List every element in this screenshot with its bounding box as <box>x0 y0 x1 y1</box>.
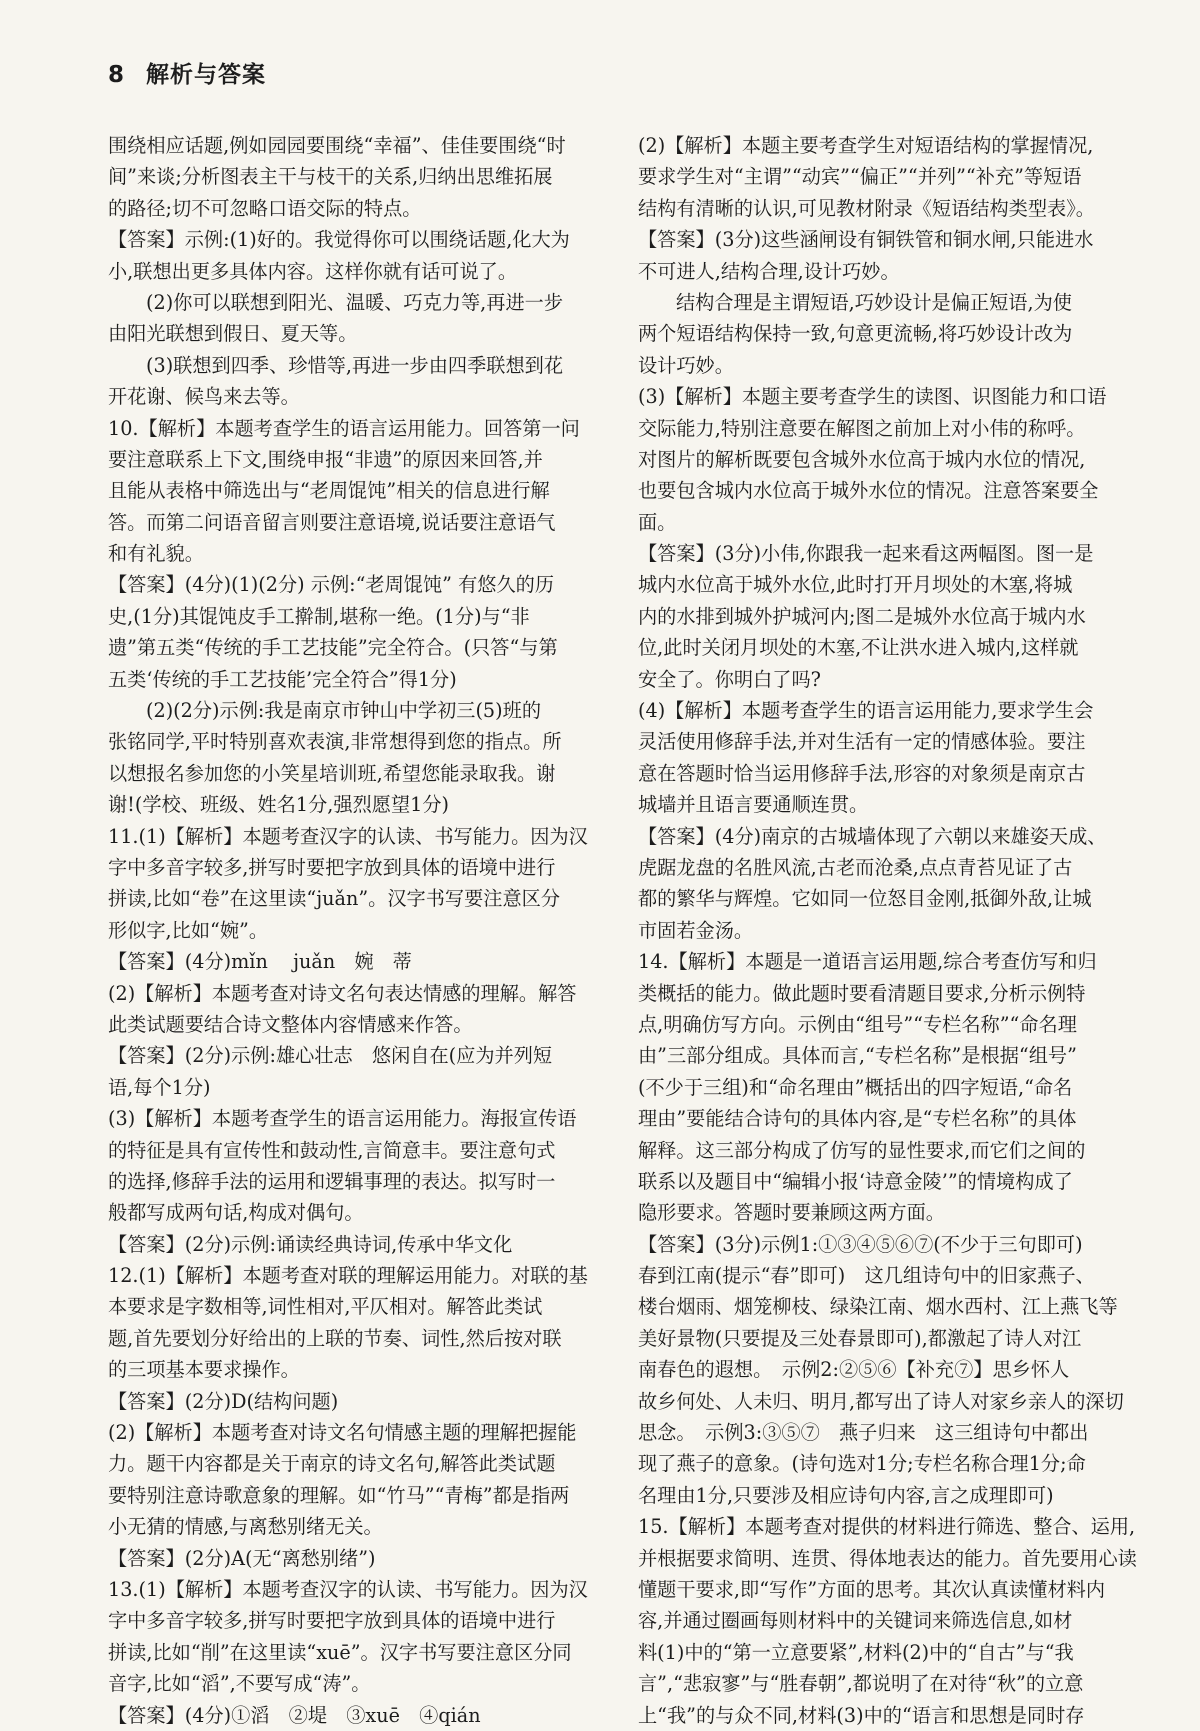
left-column-text-line: 要注意联系上下文,围绕申报“非遗”的原因来回答,并 <box>108 447 543 471</box>
right-column-text-line: 美好景物(只要提及三处春景即可),都激起了诗人对江 <box>638 1326 1082 1350</box>
right-column-text-line: 灵活使用修辞手法,并对生活有一定的情感体验。要注 <box>638 730 1086 754</box>
left-column-text-line: (2)(2分)示例:我是南京市钟山中学初三(5)班的 <box>146 699 542 723</box>
right-column-text-line: 结构合理是主谓短语,巧妙设计是偏正短语,为使 <box>676 290 1072 314</box>
left-column <box>108 130 613 1731</box>
right-column-text-line: 思念。 示例3:③⑤⑦ 燕子归来 这三组诗句中都出 <box>638 1421 1089 1445</box>
left-column-text-line: (2)你可以联想到阳光、温暖、巧克力等,再进一步 <box>146 290 564 314</box>
left-column-text-line: 语,每个1分) <box>108 1075 211 1099</box>
right-column-text-line: 城墙并且语言要通顺连贯。 <box>638 793 869 817</box>
left-column-text-line: 【答案】(4分)(1)(2分) 示例:“老周馄饨” 有悠久的历 <box>108 573 555 597</box>
right-column-text-line: 意在答题时恰当运用修辞手法,形容的对象须是南京古 <box>638 761 1086 785</box>
left-column-text-line: 间”来谈;分析图表主干与枝干的关系,归纳出思维拓展 <box>108 165 553 189</box>
left-column-text-line: 【答案】示例:(1)好的。我觉得你可以围绕话题,化大为 <box>108 228 570 252</box>
left-column-text-line: (2)【解析】本题考查对诗文名句情感主题的理解把握能 <box>108 1421 577 1445</box>
page-number: 8 <box>108 62 126 88</box>
left-column-text-line: 12.(1)【解析】本题考查对联的理解运用能力。对联的基 <box>108 1264 588 1288</box>
right-column-text-line: 要求学生对“主谓”“动宾”“偏正”“并列”“补充”等短语 <box>638 165 1082 189</box>
left-column-text-line: 由阳光联想到假日、夏天等。 <box>108 322 358 346</box>
right-column-text-line: 安全了。你明白了吗? <box>638 667 821 691</box>
right-column-text-line: (4)【解析】本题考查学生的语言运用能力,要求学生会 <box>638 699 1094 723</box>
left-column-text-line: 的选择,修辞手法的运用和逻辑事理的表达。拟写时一 <box>108 1169 556 1193</box>
left-column-text-line: 史,(1分)其馄饨皮手工擀制,堪称一绝。(1分)与“非 <box>108 604 530 628</box>
right-column-text-line: 15.【解析】本题考查对提供的材料进行筛选、整合、运用, <box>638 1515 1136 1539</box>
left-column-text-line: 【答案】(2分)A(无“离愁别绪”) <box>108 1546 376 1570</box>
left-column-text-line: (2)【解析】本题考查对诗文名句表达情感的理解。解答 <box>108 981 577 1005</box>
left-column-text-line: 以想报名参加您的小笑星培训班,希望您能录取我。谢 <box>108 761 556 785</box>
left-column-text-line: 开花谢、候鸟来去等。 <box>108 385 300 409</box>
left-column-text-line: 本要求是字数相等,词性相对,平仄相对。解答此类试 <box>108 1295 543 1319</box>
right-column-text-line: 故乡何处、人未归、明月,都写出了诗人对家乡亲人的深切 <box>638 1389 1124 1413</box>
right-column-text-line: 南春色的遐想。 示例2:②⑤⑥【补充⑦】思乡怀人 <box>638 1358 1070 1382</box>
right-column-text-line: 城内水位高于城外水位,此时打开月坝处的木塞,将城 <box>638 573 1073 597</box>
right-column-text-line: 都的繁华与辉煌。它如同一位怒目金刚,抵御外敌,让城 <box>638 887 1092 911</box>
right-column-text-line: (2)【解析】本题主要考查学生对短语结构的掌握情况, <box>638 134 1094 157</box>
right-column-text-line: 现了燕子的意象。(诗句选对1分;专栏名称合理1分;命 <box>638 1452 1086 1476</box>
left-column-text-line: 题,首先要划分好给出的上联的节奏、词性,然后按对联 <box>108 1326 562 1350</box>
left-column-text-line: 【答案】(2分)示例:雄心壮志 悠闲自在(应为并列短 <box>108 1044 553 1068</box>
right-column-text-line: 【答案】(4分)南京的古城墙体现了六朝以来雄姿天成、 <box>638 824 1107 848</box>
right-column-text-line: 面。 <box>638 510 677 534</box>
left-column-text-line: 谢!(学校、班级、姓名1分,强烈愿望1分) <box>108 793 450 817</box>
left-column-text-line: 小,联想出更多具体内容。这样你就有话可说了。 <box>108 259 518 283</box>
left-column-text-line: 【答案】(2分)D(结构问题) <box>108 1389 339 1413</box>
right-column-text-line: 上“我”的与众不同,材料(3)中的“语言和思想是同时存 <box>638 1703 1085 1727</box>
right-column-text-line: 不可进人,结构合理,设计巧妙。 <box>638 259 900 283</box>
left-column-text-line: 【答案】(4分)①滔 ②堤 ③xuē ④qián <box>108 1703 481 1727</box>
left-column-text-line: (3)【解析】本题考查学生的语言运用能力。海报宣传语 <box>108 1107 577 1131</box>
left-column-text-line: 遗”第五类“传统的手工艺技能”完全符合。(只答“与第 <box>108 636 558 660</box>
page-header <box>108 56 266 89</box>
right-column-text-line: 位,此时关闭月坝处的木塞,不让洪水进入城内,这样就 <box>638 636 1079 660</box>
right-column-text-line: (3)【解析】本题主要考查学生的读图、识图能力和口语 <box>638 385 1107 409</box>
right-column-text-line: 交际能力,特别注意要在解图之前加上对小伟的称呼。 <box>638 416 1086 440</box>
left-column-text-line: 力。题干内容都是关于南京的诗文名句,解答此类试题 <box>108 1452 556 1476</box>
right-column-text-line: (不少于三组)和“命名理由”概括出的四字短语,“命名 <box>638 1075 1073 1099</box>
left-column-text-line: 且能从表格中筛选出与“老周馄饨”相关的信息进行解 <box>108 479 550 503</box>
left-column-text-line: 围绕相应话题,例如园园要围绕“幸福”、佳佳要围绕“时 <box>108 134 566 157</box>
left-column-text-line: 此类试题要结合诗文整体内容情感来作答。 <box>108 1012 473 1036</box>
right-column-text-line: 懂题干要求,即“写作”方面的思考。其次认真读懂材料内 <box>638 1577 1106 1601</box>
left-column-text-line: 小无猜的情感,与离愁别绪无关。 <box>108 1515 383 1539</box>
left-column-text-line: 【答案】(4分)mǐn juǎn 婉 蒂 <box>108 950 412 974</box>
header-title: 解析与答案 <box>146 62 267 88</box>
left-column-text-line: 的路径;切不可忽略口语交际的特点。 <box>108 196 422 220</box>
left-column-text-line: 张铭同学,平时特别喜欢表演,非常想得到您的指点。所 <box>108 730 562 754</box>
right-column-text-line: 楼台烟雨、烟笼柳枝、绿染江南、烟水西村、江上燕飞等 <box>638 1295 1118 1319</box>
right-column-text-line: 言”,“悲寂寥”与“胜春朝”,都说明了在对待“秋”的立意 <box>638 1672 1084 1696</box>
right-column-text-line: 容,并通过圈画每则材料中的关键词来筛选信息,如材 <box>638 1609 1073 1633</box>
right-column-text-line: 理由”要能结合诗句的具体内容,是“专栏名称”的具体 <box>638 1107 1077 1131</box>
left-column-text-line: 10.【解析】本题考查学生的语言运用能力。回答第一问 <box>108 416 580 440</box>
right-column-text-line: 结构有清晰的认识,可见教材附录《短语结构类型表》。 <box>638 196 1095 220</box>
right-column-text-line: 由”三部分组成。具体而言,“专栏名称”是根据“组号” <box>638 1044 1077 1068</box>
right-column-text-line: 点,明确仿写方向。示例由“组号”“专栏名称”“命名理 <box>638 1012 1077 1036</box>
right-column-text-line: 内的水排到城外护城河内;图二是城外水位高于城内水 <box>638 604 1086 628</box>
right-column-text-line: 虎踞龙盘的名胜风流,古老而沧桑,点点青苔见证了古 <box>638 855 1073 879</box>
right-column-text-line: 也要包含城内水位高于城外水位的情况。注意答案要全 <box>638 479 1099 503</box>
right-column-text-line: 设计巧妙。 <box>638 353 734 377</box>
left-column-text-line: 11.(1)【解析】本题考查汉字的认读、书写能力。因为汉 <box>108 824 588 848</box>
left-column-text-line: 13.(1)【解析】本题考查汉字的认读、书写能力。因为汉 <box>108 1577 588 1601</box>
left-column-text-line: 形似字,比如“婉”。 <box>108 918 269 942</box>
left-column-text-line: 【答案】(2分)示例:诵读经典诗词,传承中华文化 <box>108 1232 513 1256</box>
left-column-text-line: 字中多音字较多,拼写时要把字放到具体的语境中进行 <box>108 855 556 879</box>
right-column-text-line: 并根据要求简明、连贯、得体地表达的能力。首先要用心读 <box>638 1546 1137 1570</box>
right-column-text-line: 隐形要求。答题时要兼顾这两方面。 <box>638 1201 945 1225</box>
right-column-text-line: 类概括的能力。做此题时要看清题目要求,分析示例特 <box>638 981 1086 1005</box>
left-column-text-line: 般都写成两句话,构成对偶句。 <box>108 1201 364 1225</box>
right-column-text-line: 【答案】(3分)小伟,你跟我一起来看这两幅图。图一是 <box>638 542 1094 566</box>
left-column-text-line: 拼读,比如“卷”在这里读“juǎn”。汉字书写要注意区分 <box>108 887 561 911</box>
right-column-text-line: 名理由1分,只要涉及相应诗句内容,言之成理即可) <box>638 1483 1054 1507</box>
right-column-text-line: 料(1)中的“第一立意要紧”,材料(2)中的“自古”与“我 <box>638 1640 1074 1664</box>
right-column-text-line: 市固若金汤。 <box>638 918 754 942</box>
right-column-text-line: 对图片的解析既要包含城外水位高于城内水位的情况, <box>638 447 1086 471</box>
right-column-text-line: 两个短语结构保持一致,句意更流畅,将巧妙设计改为 <box>638 322 1073 346</box>
left-column-text-line: 的三项基本要求操作。 <box>108 1358 300 1382</box>
left-column-text-line: 的特征是具有宣传性和鼓动性,言简意丰。要注意句式 <box>108 1138 556 1162</box>
left-column-text-line: 音字,比如“滔”,不要写成“涛”。 <box>108 1672 371 1696</box>
right-column-text-line: 【答案】(3分)示例1:①③④⑤⑥⑦(不少于三句即可) <box>638 1232 1083 1256</box>
left-column-text-line: (3)联想到四季、珍惜等,再进一步由四季联想到花 <box>146 353 564 377</box>
right-column-text-line: 14.【解析】本题是一道语言运用题,综合考查仿写和归 <box>638 950 1097 974</box>
left-column-text-line: 要特别注意诗歌意象的理解。如“竹马”“青梅”都是指两 <box>108 1483 570 1507</box>
right-column-text-line: 【答案】(3分)这些涵闸设有铜铁管和铜水闸,只能进水 <box>638 228 1094 252</box>
right-column-text-line: 春到江南(提示“春”即可) 这几组诗句中的旧家燕子、 <box>638 1264 1095 1288</box>
left-column-text-line: 和有礼貌。 <box>108 542 204 566</box>
right-column-text-line: 联系以及题目中“编辑小报‘诗意金陵’”的情境构成了 <box>638 1169 1073 1193</box>
left-column-text-line: 答。而第二问语音留言则要注意语境,说话要注意语气 <box>108 510 556 534</box>
left-column-text-line: 字中多音字较多,拼写时要把字放到具体的语境中进行 <box>108 1609 556 1633</box>
right-column <box>638 130 1143 1731</box>
right-column-text-line: 解释。这三部分构成了仿写的显性要求,而它们之间的 <box>638 1138 1086 1162</box>
left-column-text-line: 五类‘传统的手工艺技能’完全符合”得1分) <box>108 667 457 691</box>
left-column-text-line: 拼读,比如“削”在这里读“xuē”。汉字书写要注意区分同 <box>108 1640 572 1664</box>
